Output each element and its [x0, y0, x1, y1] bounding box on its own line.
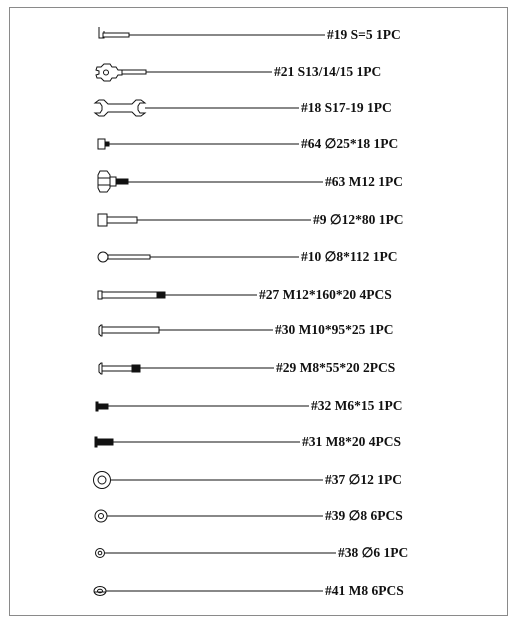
part-label-29: #29 M8*55*20 2PCS	[276, 360, 396, 375]
part-label-31: #31 M8*20 4PCS	[302, 434, 401, 449]
knob-bolt-icon	[98, 171, 128, 192]
bolt-icon	[99, 363, 140, 374]
axle-pin-icon	[98, 214, 137, 226]
short-pin-icon	[98, 139, 109, 149]
part-label-30: #30 M10*95*25 1PC	[275, 322, 394, 337]
part-label-41: #41 M8 6PCS	[325, 583, 404, 598]
part-label-32: #32 M6*15 1PC	[311, 398, 403, 413]
ring-pin-icon	[98, 252, 150, 262]
washer-icon	[95, 510, 107, 522]
open-wrench-icon	[95, 100, 145, 116]
part-label-18: #18 S17-19 1PC	[301, 100, 392, 115]
part-label-37: #37 ∅12 1PC	[325, 472, 403, 487]
part-label-63: #63 M12 1PC	[325, 174, 403, 189]
part-label-38: #38 ∅6 1PC	[338, 545, 409, 560]
allen-key-icon	[99, 27, 129, 38]
multi-socket-wrench-icon	[96, 64, 146, 81]
part-label-10: #10 ∅8*112 1PC	[301, 249, 398, 264]
part-label-39: #39 ∅8 6PCS	[325, 508, 403, 523]
part-label-27: #27 M12*160*20 4PCS	[259, 287, 392, 302]
part-label-19: #19 S=5 1PC	[327, 27, 401, 42]
screw-icon	[95, 437, 113, 447]
washer-icon	[94, 472, 111, 489]
long-bolt-icon	[98, 291, 165, 299]
part-label-9: #9 ∅12*80 1PC	[313, 212, 404, 227]
washer-icon	[96, 549, 105, 558]
nut-icon	[94, 587, 106, 596]
bolt-icon	[99, 325, 159, 336]
part-label-64: #64 ∅25*18 1PC	[301, 136, 399, 151]
part-label-21: #21 S13/14/15 1PC	[274, 64, 382, 79]
screw-icon	[96, 402, 108, 411]
